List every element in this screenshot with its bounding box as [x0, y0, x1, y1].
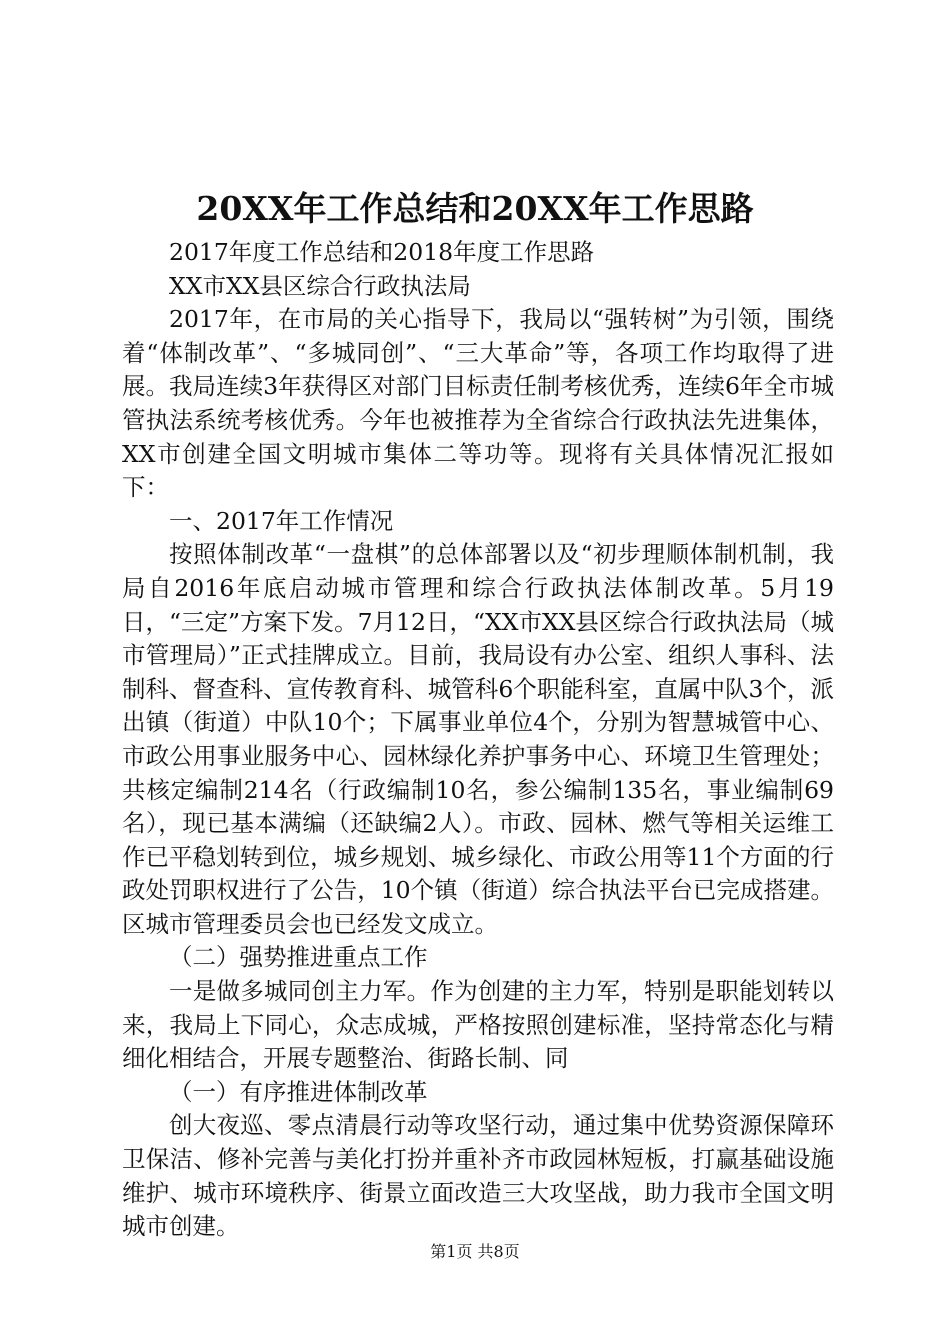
paragraph-intro: 2017年，在市局的关心指导下，我局以“强转树”为引领，围绕着“体制改革”、“多城同创”、“三大革命”等，各项工作均取得了进展。我局连续3年获得区对部门目标责任制考核优秀，连续6年全市城管执法系统考核优秀。今年也被推荐为全省综合行政执法先进集体，XX市创建全国文明城市集体二等功等。现将有关具体情况汇报如下：	[122, 305, 834, 502]
paragraph-campaign: 创大夜巡、零点清晨行动等攻坚行动，通过集中优势资源保障环卫保洁、修补完善与美化打扮并重补齐市政园林短板，打赢基础设施维护、城市环境秩序、街景立面改造三大攻坚战，助力我市全国文明城市创建。	[122, 1111, 834, 1241]
page-footer: 第1页 共8页	[430, 1242, 520, 1261]
paragraph-reform: 按照体制改革“一盘棋”的总体部署以及“初步理顺体制机制，我局自2016年底启动城市管理和综合行政执法体制改革。5月19日，“三定”方案下发。7月12日，“XX市XX县区综合行政执法局（城市管理局）”正式挂牌成立。目前，我局设有办公室、组织人事科、法制科、督查科、宣传教育科、城管科6个职能科室，直属中队3个，派出镇（街道）中队10个；下属事业单位4个，分别为智慧城管中心、市政公用事业服务中心、园林绿化养护事务中心、环境卫生管理处；共核定编制214名（行政编制10名，参公编制135名，事业编制69名），现已基本满编（还缺编2人）。市政、园林、燃气等相关运维工作已平稳划转到位，城乡规划、城乡绿化、市政公用等11个方面的行政处罚职权进行了公告，10个镇（街道）综合执法平台已完成搭建。区城市管理委员会也已经发文成立。	[122, 540, 834, 938]
section-heading-reform: （一）有序推进体制改革	[169, 1077, 428, 1106]
paragraph-city-creation: 一是做多城同创主力军。作为创建的主力军，特别是职能划转以来，我局上下同心，众志成城，严格按照创建标准，坚持常态化与精细化相结合，开展专题整治、街路长制、同	[122, 977, 834, 1073]
paragraph-subtitle: 2017年度工作总结和2018年度工作思路	[169, 238, 595, 266]
section-heading-2017-work: 一、2017年工作情况	[169, 506, 394, 535]
section-heading-key-work: （二）强势推进重点工作	[169, 943, 428, 972]
document-body	[122, 236, 834, 1244]
document-title: 20XX年工作总结和20XX年工作思路	[196, 189, 754, 228]
paragraph-organization: XX市XX县区综合行政执法局	[169, 271, 471, 300]
